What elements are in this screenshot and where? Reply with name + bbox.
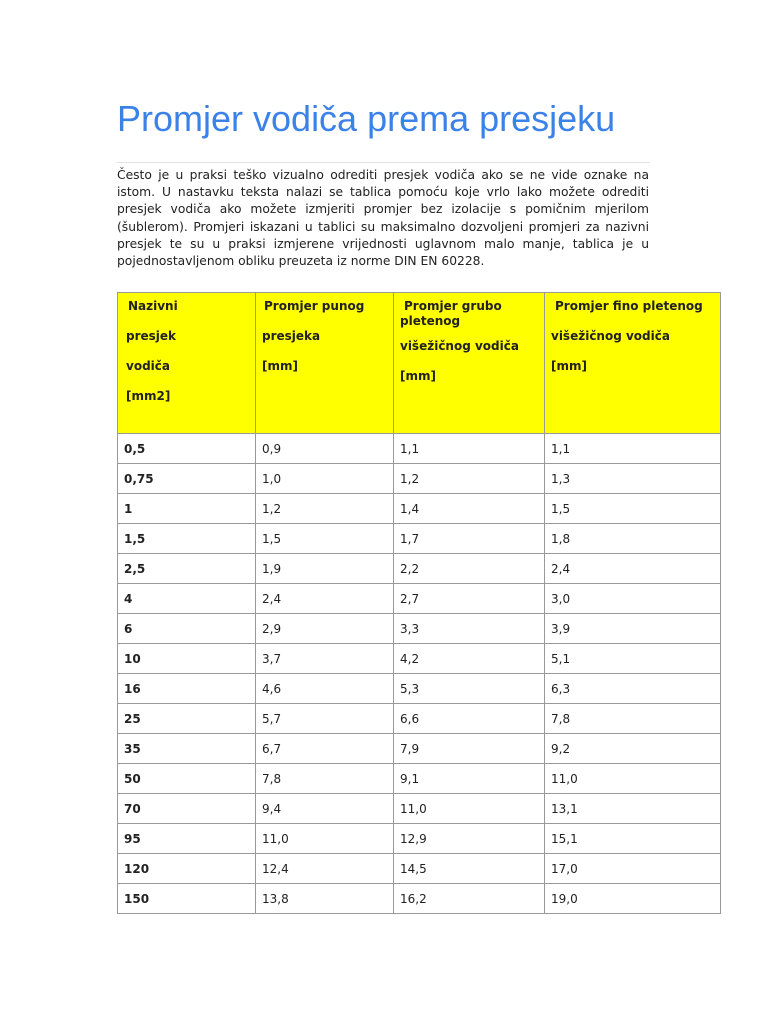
cell-solid-diameter: 5,7 bbox=[256, 704, 394, 734]
cell-coarse-stranded-diameter: 2,7 bbox=[394, 584, 545, 614]
cell-coarse-stranded-diameter: 1,1 bbox=[394, 434, 545, 464]
table-row bbox=[118, 734, 721, 764]
cell-fine-stranded-diameter: 1,8 bbox=[545, 524, 721, 554]
cell-coarse-stranded-diameter: 1,2 bbox=[394, 464, 545, 494]
cell-coarse-stranded-diameter: 11,0 bbox=[394, 794, 545, 824]
header-line: Promjer grubo bbox=[404, 299, 502, 313]
table-row bbox=[118, 824, 721, 854]
table-row bbox=[118, 644, 721, 674]
header-line: [mm2] bbox=[126, 389, 171, 403]
cell-fine-stranded-diameter: 7,8 bbox=[545, 704, 721, 734]
cell-solid-diameter: 2,9 bbox=[256, 614, 394, 644]
table-row bbox=[118, 524, 721, 554]
cell-coarse-stranded-diameter: 12,9 bbox=[394, 824, 545, 854]
divider bbox=[117, 162, 650, 163]
cell-solid-diameter: 12,4 bbox=[256, 854, 394, 884]
header-line: pletenog bbox=[400, 314, 461, 328]
cell-fine-stranded-diameter: 19,0 bbox=[545, 884, 721, 914]
cell-nominal-cross-section: 4 bbox=[118, 584, 256, 614]
header-line: [mm] bbox=[400, 369, 436, 383]
cell-fine-stranded-diameter: 1,5 bbox=[545, 494, 721, 524]
header-line: vodiča bbox=[126, 359, 170, 373]
cell-nominal-cross-section: 1,5 bbox=[118, 524, 256, 554]
cell-nominal-cross-section: 0,75 bbox=[118, 464, 256, 494]
cell-coarse-stranded-diameter: 1,7 bbox=[394, 524, 545, 554]
table-row bbox=[118, 704, 721, 734]
table-row bbox=[118, 554, 721, 584]
cell-solid-diameter: 7,8 bbox=[256, 764, 394, 794]
table-body bbox=[118, 434, 721, 914]
header-nominal-cross-section bbox=[118, 293, 256, 434]
cell-nominal-cross-section: 0,5 bbox=[118, 434, 256, 464]
cell-coarse-stranded-diameter: 16,2 bbox=[394, 884, 545, 914]
cell-nominal-cross-section: 150 bbox=[118, 884, 256, 914]
cell-nominal-cross-section: 6 bbox=[118, 614, 256, 644]
cell-fine-stranded-diameter: 11,0 bbox=[545, 764, 721, 794]
cell-coarse-stranded-diameter: 3,3 bbox=[394, 614, 545, 644]
cell-nominal-cross-section: 1 bbox=[118, 494, 256, 524]
table-row bbox=[118, 584, 721, 614]
header-solid-diameter bbox=[256, 293, 394, 434]
header-line: Promjer fino pletenog bbox=[555, 299, 703, 313]
cell-nominal-cross-section: 50 bbox=[118, 764, 256, 794]
header-line: Nazivni bbox=[128, 299, 178, 313]
table-row bbox=[118, 494, 721, 524]
cell-coarse-stranded-diameter: 1,4 bbox=[394, 494, 545, 524]
cell-fine-stranded-diameter: 1,1 bbox=[545, 434, 721, 464]
table-row bbox=[118, 434, 721, 464]
header-fine-stranded-diameter bbox=[545, 293, 721, 434]
cell-nominal-cross-section: 95 bbox=[118, 824, 256, 854]
cell-fine-stranded-diameter: 15,1 bbox=[545, 824, 721, 854]
cell-solid-diameter: 1,9 bbox=[256, 554, 394, 584]
cell-solid-diameter: 1,2 bbox=[256, 494, 394, 524]
table-row bbox=[118, 764, 721, 794]
header-line: presjeka bbox=[262, 329, 321, 343]
cell-solid-diameter: 11,0 bbox=[256, 824, 394, 854]
cell-nominal-cross-section: 120 bbox=[118, 854, 256, 884]
cell-fine-stranded-diameter: 9,2 bbox=[545, 734, 721, 764]
intro-paragraph: Često je u praksi teško vizualno odrediti presjek vodiča ako se ne vide oznake na istom. U nastavku teksta nalazi se tablica pomoću koje vrlo lako možete odrediti presjek vodiča ako možete izmjeriti promjer bez izolacije s pomičnim mjerilom (šublerom). Promjeri iskazani u tablici su maksimalno dozvoljeni promjeri za nazivni presjek te su u praksi izmjerene vrijednosti uglavnom malo manje, tablica je u pojednostavljenom obliku preuzeta iz norme DIN EN 60228. bbox=[117, 168, 649, 269]
header-line: [mm] bbox=[551, 359, 587, 373]
cell-coarse-stranded-diameter: 4,2 bbox=[394, 644, 545, 674]
table-row bbox=[118, 884, 721, 914]
table-row bbox=[118, 674, 721, 704]
cell-nominal-cross-section: 70 bbox=[118, 794, 256, 824]
cell-coarse-stranded-diameter: 2,2 bbox=[394, 554, 545, 584]
header-line: višežičnog vodiča bbox=[551, 329, 670, 343]
header-line: višežičnog vodiča bbox=[400, 339, 519, 353]
header-line: presjek bbox=[126, 329, 177, 343]
cell-solid-diameter: 2,4 bbox=[256, 584, 394, 614]
cell-coarse-stranded-diameter: 5,3 bbox=[394, 674, 545, 704]
table-header-row bbox=[118, 293, 721, 434]
cell-fine-stranded-diameter: 5,1 bbox=[545, 644, 721, 674]
cell-solid-diameter: 1,5 bbox=[256, 524, 394, 554]
cell-nominal-cross-section: 35 bbox=[118, 734, 256, 764]
cell-solid-diameter: 0,9 bbox=[256, 434, 394, 464]
header-coarse-stranded-diameter bbox=[394, 293, 545, 434]
cell-nominal-cross-section: 10 bbox=[118, 644, 256, 674]
conductor-diameter-table bbox=[117, 292, 721, 914]
table-row bbox=[118, 614, 721, 644]
cell-fine-stranded-diameter: 3,9 bbox=[545, 614, 721, 644]
header-line: [mm] bbox=[262, 359, 298, 373]
cell-solid-diameter: 3,7 bbox=[256, 644, 394, 674]
cell-fine-stranded-diameter: 2,4 bbox=[545, 554, 721, 584]
cell-fine-stranded-diameter: 13,1 bbox=[545, 794, 721, 824]
cell-coarse-stranded-diameter: 7,9 bbox=[394, 734, 545, 764]
cell-solid-diameter: 4,6 bbox=[256, 674, 394, 704]
cell-solid-diameter: 6,7 bbox=[256, 734, 394, 764]
cell-nominal-cross-section: 2,5 bbox=[118, 554, 256, 584]
cell-solid-diameter: 9,4 bbox=[256, 794, 394, 824]
table-row bbox=[118, 794, 721, 824]
cell-solid-diameter: 1,0 bbox=[256, 464, 394, 494]
cell-coarse-stranded-diameter: 14,5 bbox=[394, 854, 545, 884]
cell-fine-stranded-diameter: 6,3 bbox=[545, 674, 721, 704]
cell-nominal-cross-section: 16 bbox=[118, 674, 256, 704]
cell-solid-diameter: 13,8 bbox=[256, 884, 394, 914]
cell-nominal-cross-section: 25 bbox=[118, 704, 256, 734]
header-line: Promjer punog bbox=[264, 299, 365, 313]
page-title: Promjer vodiča prema presjeku bbox=[117, 98, 616, 139]
table-row bbox=[118, 854, 721, 884]
table-row bbox=[118, 464, 721, 494]
cell-fine-stranded-diameter: 1,3 bbox=[545, 464, 721, 494]
cell-fine-stranded-diameter: 17,0 bbox=[545, 854, 721, 884]
cell-coarse-stranded-diameter: 9,1 bbox=[394, 764, 545, 794]
cell-fine-stranded-diameter: 3,0 bbox=[545, 584, 721, 614]
cell-coarse-stranded-diameter: 6,6 bbox=[394, 704, 545, 734]
